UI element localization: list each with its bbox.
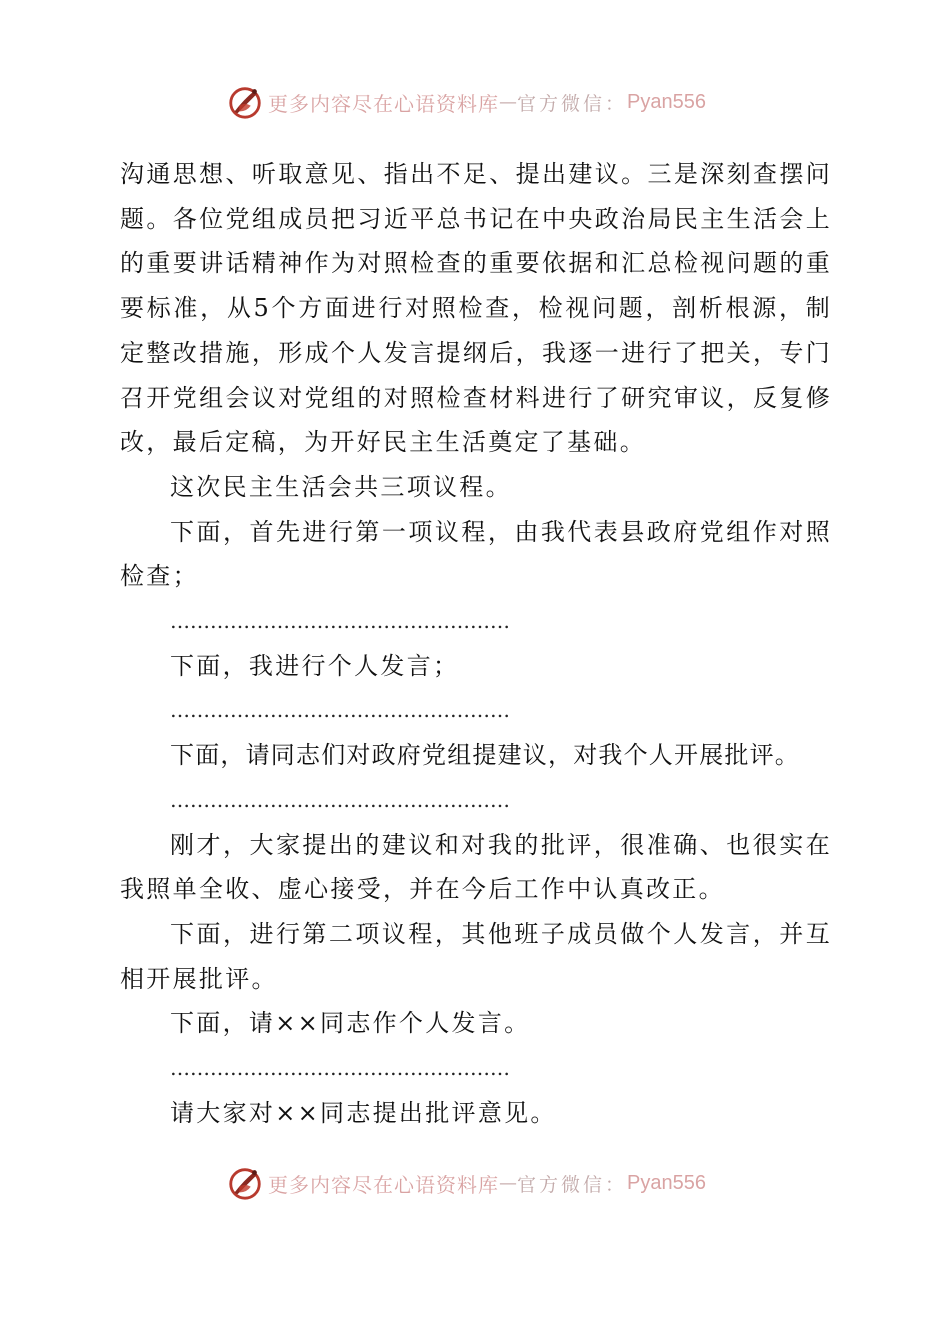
writing-hand-logo-icon <box>226 1164 264 1202</box>
paragraph: 下面，首先进行第一项议程，由我代表县政府党组作对照检查； <box>120 517 832 591</box>
banner-brand-text: 更多内容尽在心语资料库 <box>268 91 499 116</box>
document-body <box>120 152 832 1135</box>
banner-separator: — <box>499 91 517 113</box>
paragraph: 下面，我进行个人发言； <box>170 651 460 680</box>
paragraph: 这次民主生活会共三项议程。 <box>170 472 512 501</box>
header-banner <box>0 80 950 124</box>
banner-wechat-id: Pyan556 <box>627 90 706 113</box>
paragraph: 下面，请同志们对政府党组提建议，对我个人开展批评。 <box>170 741 800 770</box>
banner-brand-text: 更多内容尽在心语资料库 <box>268 1172 499 1197</box>
ellipsis-line: …………………………………………… <box>170 787 510 812</box>
paragraph: 下面，请××同志作个人发言。 <box>170 1009 531 1038</box>
ellipsis-line: …………………………………………… <box>170 698 510 723</box>
banner-separator: — <box>499 1172 517 1194</box>
paragraph: 沟通思想、听取意见、指出不足、提出建议。三是深刻查摆问题。各位党组成员把习近平总书记在中央政治局民主生活会上的重要讲话精神作为对照检查的重要依据和汇总检视问题的重要标准，从5个方面进行对照检查，检视问题，剖析根源，制定整改措施，形成个人发言提纲后，我逐一进行了把关，专门召开党组会议对党组的对照检查材料进行了研究审议，反复修改，最后定稿，为开好民主生活奠定了基础。 <box>120 160 832 457</box>
paragraph: 刚才，大家提出的建议和对我的批评，很准确、也很实在我照单全收、虚心接受，并在今后工作中认真改正。 <box>120 830 832 904</box>
banner-wechat-id: Pyan556 <box>627 1171 706 1194</box>
banner-wechat-label: 官方微信： <box>517 92 628 115</box>
writing-hand-logo-icon <box>226 83 264 121</box>
paragraph: 请大家对××同志提出批评意见。 <box>170 1098 557 1127</box>
paragraph: 下面，进行第二项议程，其他班子成员做个人发言，并互相开展批评。 <box>120 919 832 993</box>
ellipsis-line: …………………………………………… <box>170 1056 510 1081</box>
banner-wechat-label: 官方微信： <box>517 1173 628 1196</box>
ellipsis-line: …………………………………………… <box>170 609 510 634</box>
footer-banner <box>0 1161 950 1205</box>
